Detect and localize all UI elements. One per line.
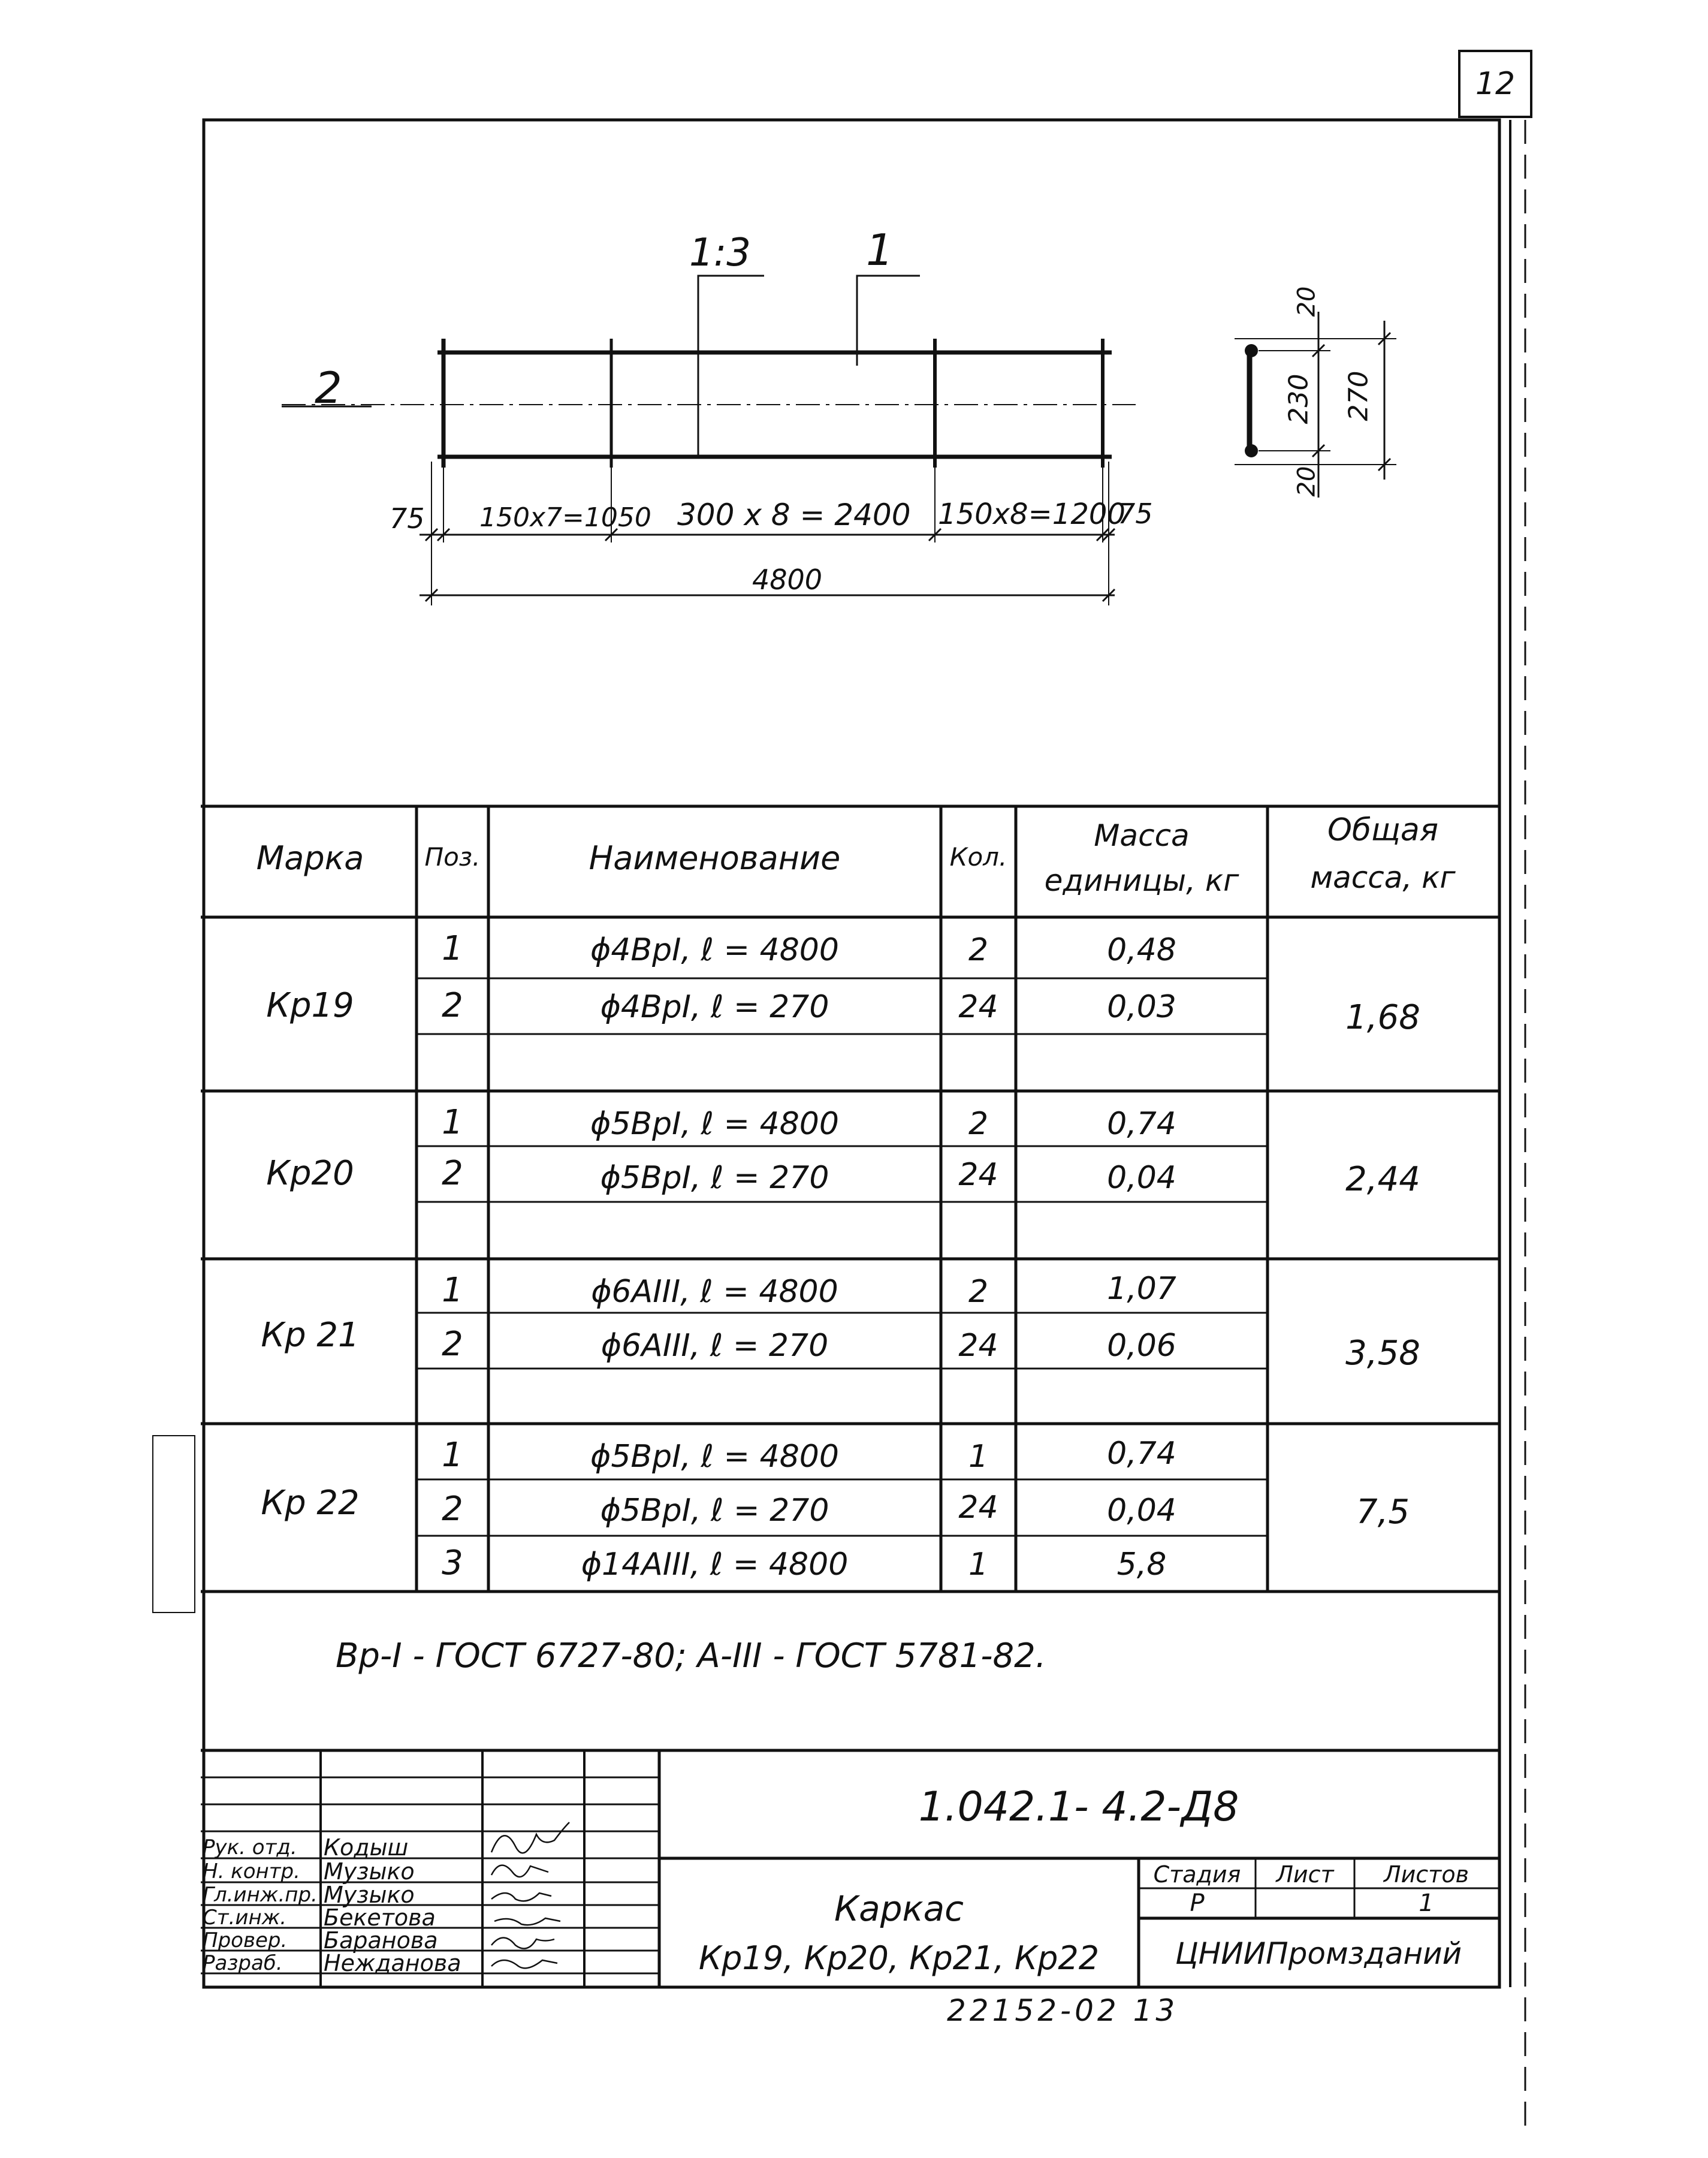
steel-standards-note: Вр-I - ГОСТ 6727-80; А-III - ГОСТ 5781-82. <box>336 1636 1046 1675</box>
row-pos: 2 <box>442 986 463 1025</box>
callout-pos2: 2 <box>315 363 342 413</box>
header-pos: Поз. <box>424 842 481 872</box>
row-mass: 0,06 <box>1107 1328 1176 1364</box>
row-qty: 1 <box>968 1547 989 1583</box>
header-unit-mass-2: единицы, кг <box>1044 863 1239 898</box>
cage-elevation <box>282 276 1136 605</box>
row-pos: 2 <box>442 1490 463 1529</box>
group-mark: Кр 21 <box>261 1316 360 1355</box>
section-dim-total: 270 <box>1343 370 1374 421</box>
sheet-label: Лист <box>1276 1861 1334 1888</box>
row-name: ϕ14АIII, ℓ = 4800 <box>581 1547 849 1583</box>
callout-scale: 1:3 <box>689 231 751 275</box>
group-mark: Кр19 <box>266 986 354 1025</box>
dim-seg3: 150x8=1200 <box>938 498 1125 531</box>
row-qty: 24 <box>958 1328 998 1364</box>
row-name: ϕ6АIII, ℓ = 4800 <box>591 1274 838 1310</box>
signer-role: Ст.инж. <box>203 1906 287 1930</box>
signer-role: Гл.инж.пр. <box>203 1883 318 1907</box>
row-pos: 1 <box>442 1271 463 1310</box>
row-name: ϕ4ВрI, ℓ = 4800 <box>590 932 839 968</box>
signer-name: Баранова <box>324 1927 438 1954</box>
signer-role: Разраб. <box>203 1951 283 1975</box>
row-qty: 24 <box>958 1490 998 1526</box>
header-qty: Кол. <box>949 842 1007 872</box>
group-total: 3,58 <box>1345 1334 1420 1373</box>
dim-seg2: 300 x 8 = 2400 <box>677 498 911 532</box>
row-qty: 2 <box>968 1106 989 1142</box>
sheets-value: 1 <box>1419 1889 1434 1917</box>
group-total: 7,5 <box>1356 1493 1410 1532</box>
row-pos: 1 <box>442 1103 463 1142</box>
row-qty: 24 <box>958 989 998 1025</box>
row-qty: 1 <box>968 1439 989 1475</box>
archive-number: 22152-02 13 <box>947 1993 1179 2028</box>
group-total: 2,44 <box>1345 1160 1420 1199</box>
header-mark: Марка <box>256 839 364 877</box>
signer-name: Нежданова <box>324 1950 461 1976</box>
row-pos: 1 <box>442 1436 463 1475</box>
section-dim-mid: 230 <box>1283 373 1314 424</box>
row-name: ϕ5ВрI, ℓ = 270 <box>600 1493 829 1529</box>
row-pos: 2 <box>442 1154 463 1193</box>
row-mass: 0,03 <box>1107 989 1176 1025</box>
row-name: ϕ6АIII, ℓ = 270 <box>600 1328 829 1364</box>
sheets-label: Листов <box>1384 1861 1469 1888</box>
header-total-mass-2: масса, кг <box>1310 860 1456 895</box>
section-dim-bottom: 20 <box>1293 466 1321 497</box>
document-designation: 1.042.1- 4.2-Д8 <box>918 1783 1239 1831</box>
stage-label: Стадия <box>1153 1861 1241 1888</box>
signer-name: Бекетова <box>324 1904 436 1931</box>
row-mass: 0,04 <box>1107 1493 1176 1529</box>
row-mass: 0,04 <box>1107 1160 1176 1196</box>
row-name: ϕ5ВрI, ℓ = 4800 <box>590 1106 839 1142</box>
signer-role: Провер. <box>203 1928 288 1952</box>
group-mark: Кр 22 <box>261 1484 360 1523</box>
signer-role: Н. контр. <box>203 1859 300 1883</box>
sheet-corner-number: 12 <box>1475 66 1516 102</box>
dim-right-edge: 75 <box>1118 498 1153 530</box>
row-qty: 24 <box>958 1157 998 1193</box>
signer-name: Кодыш <box>324 1834 409 1861</box>
row-name: ϕ4ВрI, ℓ = 270 <box>600 989 829 1025</box>
signer-role: Рук. отд. <box>203 1835 297 1859</box>
row-qty: 2 <box>968 932 989 968</box>
row-qty: 2 <box>968 1274 989 1310</box>
section-dim-top: 20 <box>1293 286 1321 317</box>
row-mass: 5,8 <box>1116 1547 1167 1583</box>
stage-value: Р <box>1190 1889 1205 1917</box>
row-mass: 0,48 <box>1107 932 1176 968</box>
row-mass: 1,07 <box>1107 1271 1176 1307</box>
organization: ЦНИИПромзданий <box>1175 1936 1462 1971</box>
row-name: ϕ5ВрI, ℓ = 270 <box>600 1160 829 1196</box>
signer-name: Музыко <box>324 1882 415 1908</box>
row-name: ϕ5ВрI, ℓ = 4800 <box>590 1439 839 1475</box>
callout-pos1: 1 <box>866 225 894 275</box>
row-pos: 3 <box>442 1544 463 1583</box>
group-mark: Кр20 <box>266 1154 354 1193</box>
row-mass: 0,74 <box>1107 1436 1176 1472</box>
signer-name: Музыко <box>324 1858 415 1885</box>
signatures <box>491 1822 569 1968</box>
dim-left-edge: 75 <box>390 502 425 535</box>
header-name: Наименование <box>589 839 841 877</box>
row-mass: 0,74 <box>1107 1106 1176 1142</box>
dim-total: 4800 <box>752 563 823 596</box>
header-unit-mass-1: Масса <box>1094 818 1190 853</box>
row-pos: 1 <box>442 929 463 968</box>
drawing-title-line1: Каркас <box>834 1888 964 1929</box>
dim-seg1: 150x7=1050 <box>479 502 651 533</box>
header-total-mass-1: Общая <box>1327 812 1439 848</box>
group-total: 1,68 <box>1345 998 1420 1037</box>
row-pos: 2 <box>442 1325 463 1364</box>
drawing-title-line2: Кр19, Кр20, Кр21, Кр22 <box>698 1939 1100 1977</box>
